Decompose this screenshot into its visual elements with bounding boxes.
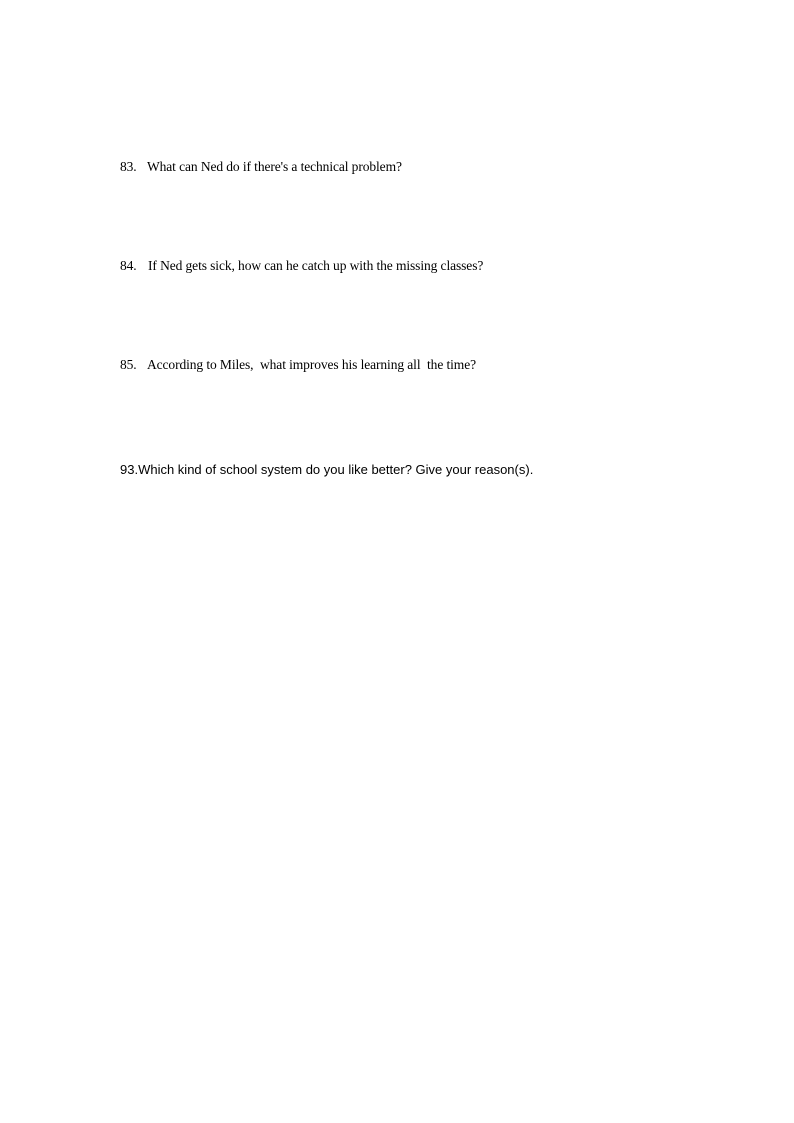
question-number: 93.	[120, 462, 139, 477]
question-85	[120, 357, 476, 373]
question-text: If Ned gets sick, how can he catch up with the missing classes?	[148, 258, 484, 273]
question-text: What can Ned do if there's a technical problem?	[147, 159, 402, 174]
question-text: Which kind of school system do you like better? Give your reason(s).	[138, 462, 534, 477]
question-number: 84.	[120, 258, 137, 273]
question-text: According to Miles, what improves his learning all the time?	[147, 357, 476, 372]
question-93	[120, 462, 533, 478]
question-number: 83.	[120, 159, 137, 174]
question-83	[120, 159, 402, 175]
question-84	[120, 258, 483, 274]
question-number: 85.	[120, 357, 137, 372]
